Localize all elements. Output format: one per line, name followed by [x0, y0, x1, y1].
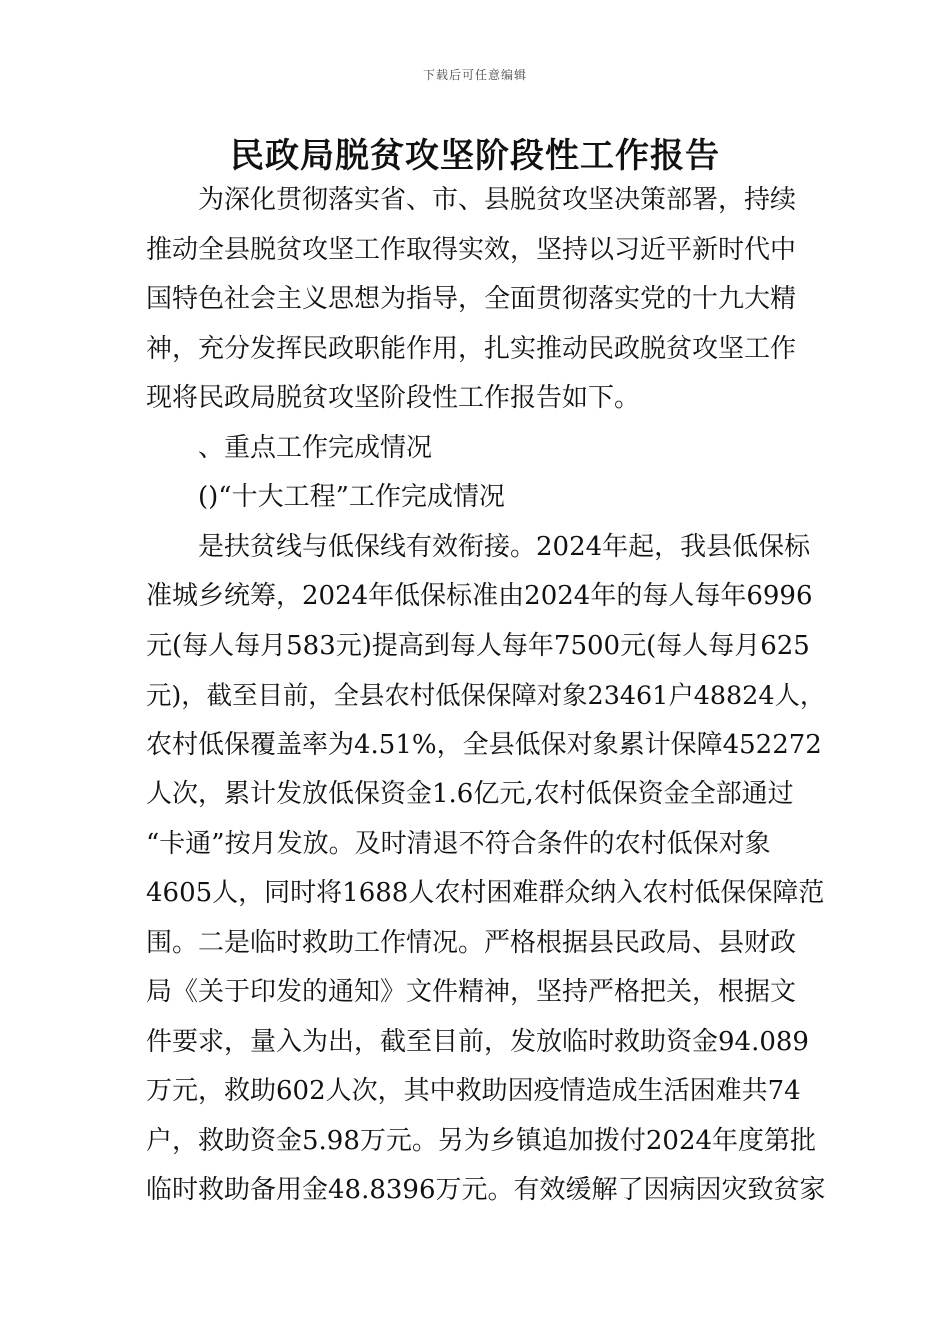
- text-line: 现将民政局脱贫攻坚阶段性工作报告如下。: [146, 383, 641, 413]
- text-line: 、重点工作完成情况: [198, 432, 433, 463]
- header-note: 下载后可任意编辑: [422, 68, 527, 82]
- text-line: 准城乡统筹，2024年低保标准由2024年的每人每年6996: [146, 581, 813, 611]
- page-title: 民政局脱贫攻坚阶段性工作报告: [230, 136, 720, 176]
- text-line: 元(每人每月583元)提高到每人每年7500元(每人每月625: [146, 630, 810, 661]
- text-line: ()“十大工程”工作完成情况: [198, 482, 505, 512]
- text-line: 4605人，同时将1688人农村困难群众纳入农村低保保障范: [146, 878, 825, 908]
- text-line: “卡通”按月发放。及时清退不符合条件的农村低保对象: [146, 828, 771, 859]
- text-line: 人次，累计发放低保资金1.6亿元,农村低保资金全部通过: [146, 779, 794, 809]
- text-line: 元)，截至目前，全县农村低保保障对象23461户48824人，: [146, 680, 826, 710]
- text-line: 临时救助备用金48.8396万元。有效缓解了因病因灾致贫家: [146, 1175, 826, 1205]
- text-line: 推动全县脱贫攻坚工作取得实效，坚持以习近平新时代中: [146, 234, 797, 265]
- text-line: 为深化贯彻落实省、市、县脱贫攻坚决策部署，持续: [198, 185, 797, 215]
- text-line: 万元，救助602人次，其中救助因疫情造成生活困难共74: [146, 1076, 801, 1106]
- text-line: 是扶贫线与低保线有效衔接。2024年起，我县低保标: [198, 531, 811, 562]
- text-line: 围。二是临时救助工作情况。严格根据县民政局、县财政: [146, 927, 797, 958]
- text-line: 农村低保覆盖率为4.51%，全县低保对象累计保障452272: [146, 729, 822, 760]
- text-line: 局《关于印发的通知》文件精神，坚持严格把关，根据文: [146, 977, 797, 1007]
- text-line: 户，救助资金5.98万元。另为乡镇追加拨付2024年度第批: [146, 1125, 817, 1156]
- text-line: 件要求，量入为出，截至目前，发放临时救助资金94.089: [146, 1026, 809, 1057]
- text-line: 神，充分发挥民政职能作用，扎实推动民政脱贫攻坚工作: [146, 333, 797, 364]
- document-body: [146, 176, 826, 1216]
- text-line: 国特色社会主义思想为指导，全面贯彻落实党的十九大精: [146, 284, 797, 314]
